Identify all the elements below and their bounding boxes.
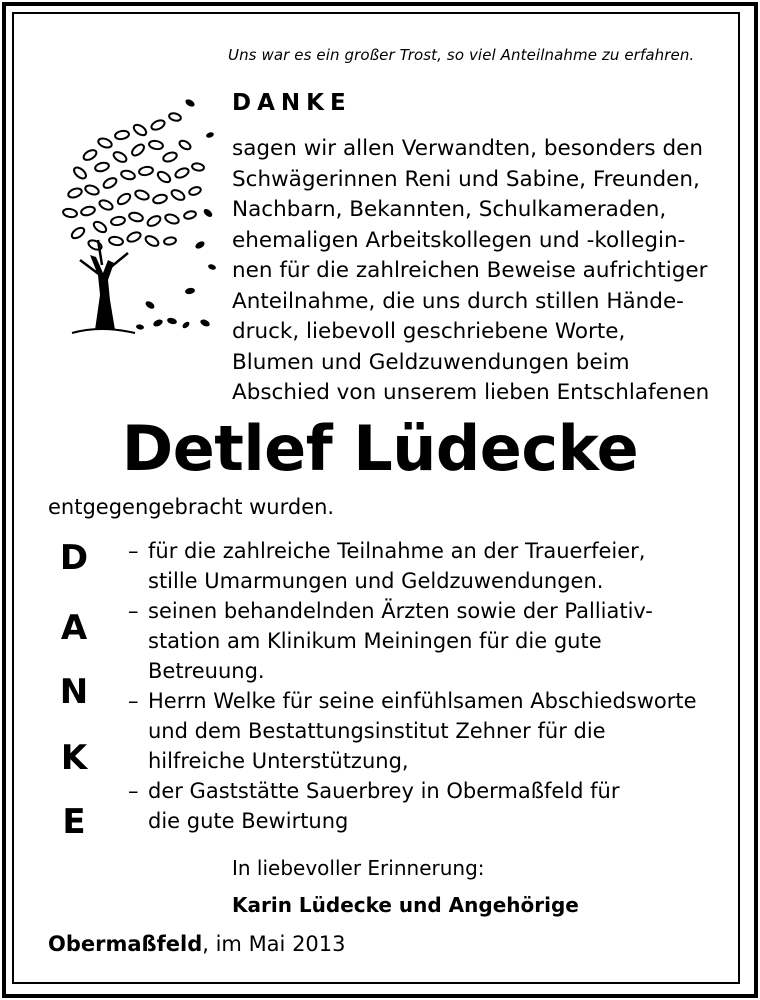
danke-heading: DANKE [232, 90, 352, 116]
vertical-letter: E [62, 802, 86, 842]
list-item-line: Betreuung. [148, 659, 265, 683]
list-item-line: und dem Bestattungsinstitut Zehner für die [148, 719, 606, 743]
paragraph-line: Anteilnahme, die uns durch stillen Hände- [232, 288, 684, 314]
list-item-line: Herrn Welke für seine einfühlsamen Abschiedsworte [148, 689, 697, 713]
list-item [128, 536, 697, 596]
bullet-dash: – [128, 599, 139, 623]
bullet-dash: – [128, 539, 139, 563]
list-item-line: station am Klinikum Meiningen für die gute [148, 629, 602, 653]
list-item-line: die gute Bewirtung [148, 809, 349, 833]
paragraph-line: Abschied von unserem lieben Entschlafenen [232, 380, 710, 405]
thanks-list [128, 536, 697, 836]
bullet-dash: – [128, 689, 139, 713]
paragraph-line: nen für die zahlreichen Beweise aufrichtiger [232, 258, 708, 283]
place-name: Obermaßfeld [48, 932, 203, 956]
motto-line: Uns war es ein großer Trost, so viel Anteilnahme zu erfahren. [228, 46, 695, 64]
vertical-letter: K [60, 738, 88, 778]
list-item [128, 596, 697, 686]
list-item-line: seinen behandelnden Ärzten sowie der Palliativ- [148, 599, 653, 623]
paragraph-line: Blumen und Geldzuwendungen beim [232, 349, 630, 375]
list-item [128, 686, 697, 776]
paragraph-line: sagen wir allen Verwandten, besonders den [232, 136, 703, 161]
list-item-line: für die zahlreiche Teilnahme an der Trauerfeier, [148, 539, 646, 563]
list-item [128, 776, 697, 836]
paragraph-line: Schwägerinnen Reni und Sabine, Freunden, [232, 166, 700, 192]
memory-line: In liebevoller Erinnerung: [232, 856, 485, 880]
list-item-line: hilfreiche Unterstützung, [148, 749, 409, 773]
paragraph-line: druck, liebevoll geschriebene Worte, [232, 319, 626, 344]
paragraph-line: ehemaligen Arbeitskollegen und -kollegin- [232, 227, 686, 253]
list-item-line: der Gaststätte Sauerbrey in Obermaßfeld für [148, 779, 620, 803]
vertical-letter: A [60, 608, 88, 648]
tree-icon [40, 95, 225, 340]
after-name-text: entgegengebracht wurden. [48, 495, 335, 519]
place-date [48, 932, 346, 956]
vertical-letter: D [59, 538, 89, 578]
signer-name: Karin Lüdecke und Angehörige [232, 893, 579, 917]
thanks-paragraph [232, 134, 732, 409]
paragraph-line: Nachbarn, Bekannten, Schulkameraden, [232, 197, 667, 222]
vertical-letter: N [59, 672, 89, 712]
bullet-dash: – [128, 779, 139, 803]
date-text: , im Mai 2013 [202, 932, 346, 956]
deceased-name: Detlef Lüdecke [121, 412, 639, 485]
list-item-line: stille Umarmungen und Geldzuwendungen. [148, 569, 604, 593]
